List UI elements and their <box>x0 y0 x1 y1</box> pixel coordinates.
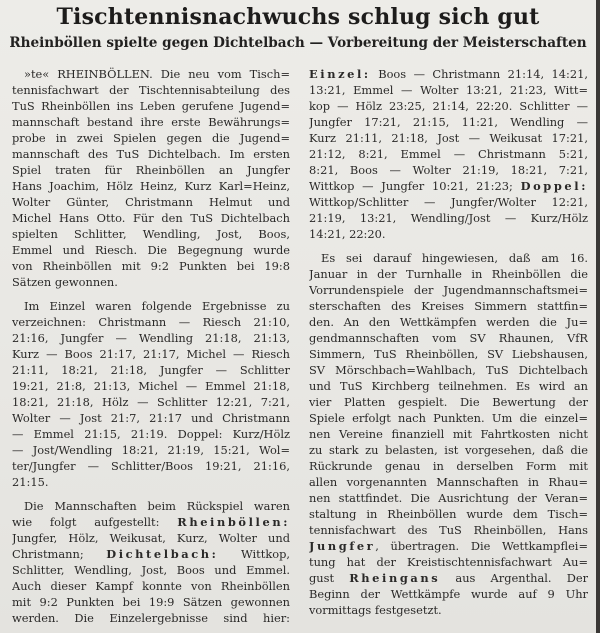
text-line: Wittkop/Schlitter — Jungfer/Wolter 12:21, <box>309 195 588 209</box>
text-line: Kurz 21:11, 21:18, Jost — Weikusat 17:21, <box>309 131 588 145</box>
text-line: Rückrunde genau in derselben Form mit <box>309 459 588 473</box>
text-line: Wolter — Jost 21:7, 21:17 und Christmann <box>12 411 290 425</box>
person-name-spaced: Rheingans <box>349 571 441 585</box>
team-name-spaced: Dichtelbach: <box>106 547 219 561</box>
text-fragment: gust <box>309 571 335 585</box>
team-name-spaced: Rheinböllen: <box>177 515 290 529</box>
text-line: 21:12, 8:21, Emmel — Christmann 5:21, <box>309 147 588 161</box>
text-line: mannschaft bestand ihre erste Bewährungs= <box>12 115 290 129</box>
text-line: Januar in der Turnhalle in Rheinböllen die <box>309 267 588 281</box>
text-line: nen stattfindet. Die Ausrichtung der Veran= <box>309 491 588 505</box>
text-line: 13:21, Emmel — Wolter 13:21, 21:23, Witt= <box>309 83 588 97</box>
text-line <box>309 570 588 586</box>
text-line: 14:21, 22:20. <box>309 227 386 241</box>
text-fragment: Boos — Christmann 21:14, 14:21, <box>378 67 588 81</box>
text-line: Spiele erfolgt nach Punkten. Um die einzel= <box>309 411 588 425</box>
text-line: staltung in Rheinböllen wurde dem Tisch= <box>309 507 588 521</box>
section-label-spaced: Einzel: <box>309 67 371 81</box>
text-line: von Rheinböllen mit 9:2 Punkten bei 19:8 <box>12 259 290 273</box>
text-line: nen Vereine finanziell mit Fahrtkosten nicht <box>309 427 588 441</box>
text-line: sterschaften des Kreises Simmern stattfin= <box>309 299 588 313</box>
text-line: Beginn der Wettkämpfe wurde auf 9 Uhr <box>309 587 588 601</box>
text-line: TuS Rheinböllen ins Leben gerufene Jugend= <box>12 99 290 113</box>
text-line <box>12 514 290 530</box>
text-line: Jungfer 17:21, 21:15, 11:21, Wendling — <box>309 115 588 129</box>
text-line: tennisfachwart des TuS Rheinböllen, Hans <box>309 523 588 537</box>
text-line: zu stark zu belasten, ist vorgesehen, daß die <box>309 443 588 457</box>
text-line: kop — Hölz 23:25, 21:14, 22:20. Schlitter — <box>309 99 588 113</box>
text-fragment: Wittkop, <box>241 547 290 561</box>
text-line: ter/Jungfer — Schlitter/Boos 19:21, 21:16, <box>12 459 290 473</box>
text-line <box>309 66 588 82</box>
page-edge-shadow <box>596 0 600 633</box>
text-line: den. An den Wettkämpfen werden die Ju= <box>309 315 588 329</box>
text-line: Vorrundenspiele der Jugendmannschaftsmei= <box>309 283 588 297</box>
subheadline: Rheinböllen spielte gegen Dichtelbach — Vorbereitung der Meisterschaften <box>9 35 587 51</box>
text-line: 8:21, Boos — Wolter 21:19, 18:21, 7:21, <box>309 163 588 177</box>
text-line <box>309 178 588 194</box>
text-line: — Emmel 21:15, 21:19. Doppel: Kurz/Hölz <box>12 427 290 441</box>
text-line: allen vorgenannten Mannschaften in Rhau= <box>309 475 588 489</box>
text-line: Jungfer, Hölz, Weikusat, Kurz, Wolter und <box>12 531 290 545</box>
text-line: Spiel traten für Rheinböllen an Jungfer <box>12 163 290 177</box>
text-line: 21:16, Jungfer — Wendling 21:18, 21:13, <box>12 331 290 345</box>
text-line: 21:19, 13:21, Wendling/Jost — Kurz/Hölz <box>309 211 588 225</box>
text-line: Schlitter, Wendling, Jost, Boos und Emmel. <box>12 563 290 577</box>
text-line: 19:21, 21:8, 21:13, Michel — Emmel 21:18, <box>12 379 290 393</box>
section-label-spaced: Doppel: <box>520 179 588 193</box>
text-line <box>12 546 290 562</box>
text-line: »te« RHEINBÖLLEN. Die neu vom Tisch= <box>24 67 290 81</box>
text-line: verzeichnen: Christmann — Riesch 21:10, <box>12 315 290 329</box>
text-line: spielten Schlitter, Wendling, Jost, Boos, <box>12 227 290 241</box>
text-line: Michel Hans Otto. Für den TuS Dichtelbach <box>12 211 290 225</box>
text-line: tung hat der Kreistischtennisfachwart Au= <box>309 555 588 569</box>
paragraph-intro <box>12 66 290 290</box>
text-fragment: , übertragen. Die Wettkampflei= <box>375 539 588 553</box>
text-fragment: Wittkop — Jungfer 10:21, 21:23; <box>309 179 513 193</box>
text-line: Sätzen gewonnen. <box>12 275 118 289</box>
text-fragment: aus Argenthal. Der <box>455 571 588 585</box>
text-line: werden. Die Einzelergebnisse sind hier: <box>12 611 290 625</box>
text-line: Die Mannschaften beim Rückspiel waren <box>24 499 290 513</box>
text-line: und TuS Kirchberg teilnehmen. Es wird an <box>309 379 588 393</box>
paragraph-return-match-results <box>309 66 588 242</box>
headline: Tischtennisnachwuchs schlug sich gut <box>56 4 540 30</box>
text-line: tennisfachwart der Tischtennisabteilung des <box>12 83 290 97</box>
right-column <box>309 66 588 618</box>
text-line: Emmel und Riesch. Die Begegnung wurde <box>12 243 290 257</box>
paragraph-championship-notice <box>309 250 588 618</box>
text-line: 21:11, 18:21, 21:18, Jungfer — Schlitter <box>12 363 290 377</box>
text-line: probe in zwei Spielen gegen die Jugend= <box>12 131 290 145</box>
text-line: — Jost/Wendling 18:21, 21:19, 15:21, Wol= <box>12 443 290 457</box>
text-line: 21:15. <box>12 475 49 489</box>
text-line: gendmannschaften vom SV Rhaunen, VfR <box>309 331 588 345</box>
text-line: 18:21, 21:18, Hölz — Schlitter 12:21, 7:21, <box>12 395 290 409</box>
text-line: SV Mörschbach=Wahlbach, TuS Dichtelbach <box>309 363 588 377</box>
left-column <box>12 66 290 626</box>
text-line: mit 9:2 Punkten bei 19:9 Sätzen gewonnen <box>12 595 290 609</box>
text-fragment: wie folgt aufgestellt: <box>12 515 160 529</box>
text-line: Im Einzel waren folgende Ergebnisse zu <box>24 299 290 313</box>
text-line: Es sei darauf hingewiesen, daß am 16. <box>321 251 588 265</box>
text-fragment: Christmann; <box>12 547 84 561</box>
text-line: vormittags festgesetzt. <box>309 603 442 617</box>
paragraph-first-match-results <box>12 298 290 490</box>
text-line <box>309 538 588 554</box>
text-line: Simmern, TuS Rheinböllen, SV Liebshausen, <box>309 347 588 361</box>
text-line: vier Platten gespielt. Die Bewertung der <box>309 395 588 409</box>
text-line: Wolter Günter, Christmann Helmut und <box>12 195 290 209</box>
text-line: Auch dieser Kampf konnte von Rheinböllen <box>12 579 290 593</box>
text-line: Kurz — Boos 21:17, 21:17, Michel — Riesch <box>12 347 290 361</box>
text-line: Hans Joachim, Hölz Heinz, Kurz Karl=Heinz, <box>12 179 290 193</box>
person-name-spaced: Jungfer <box>309 539 376 553</box>
text-line: mannschaft des TuS Dichtelbach. Im ersten <box>12 147 290 161</box>
paragraph-return-match <box>12 498 290 626</box>
